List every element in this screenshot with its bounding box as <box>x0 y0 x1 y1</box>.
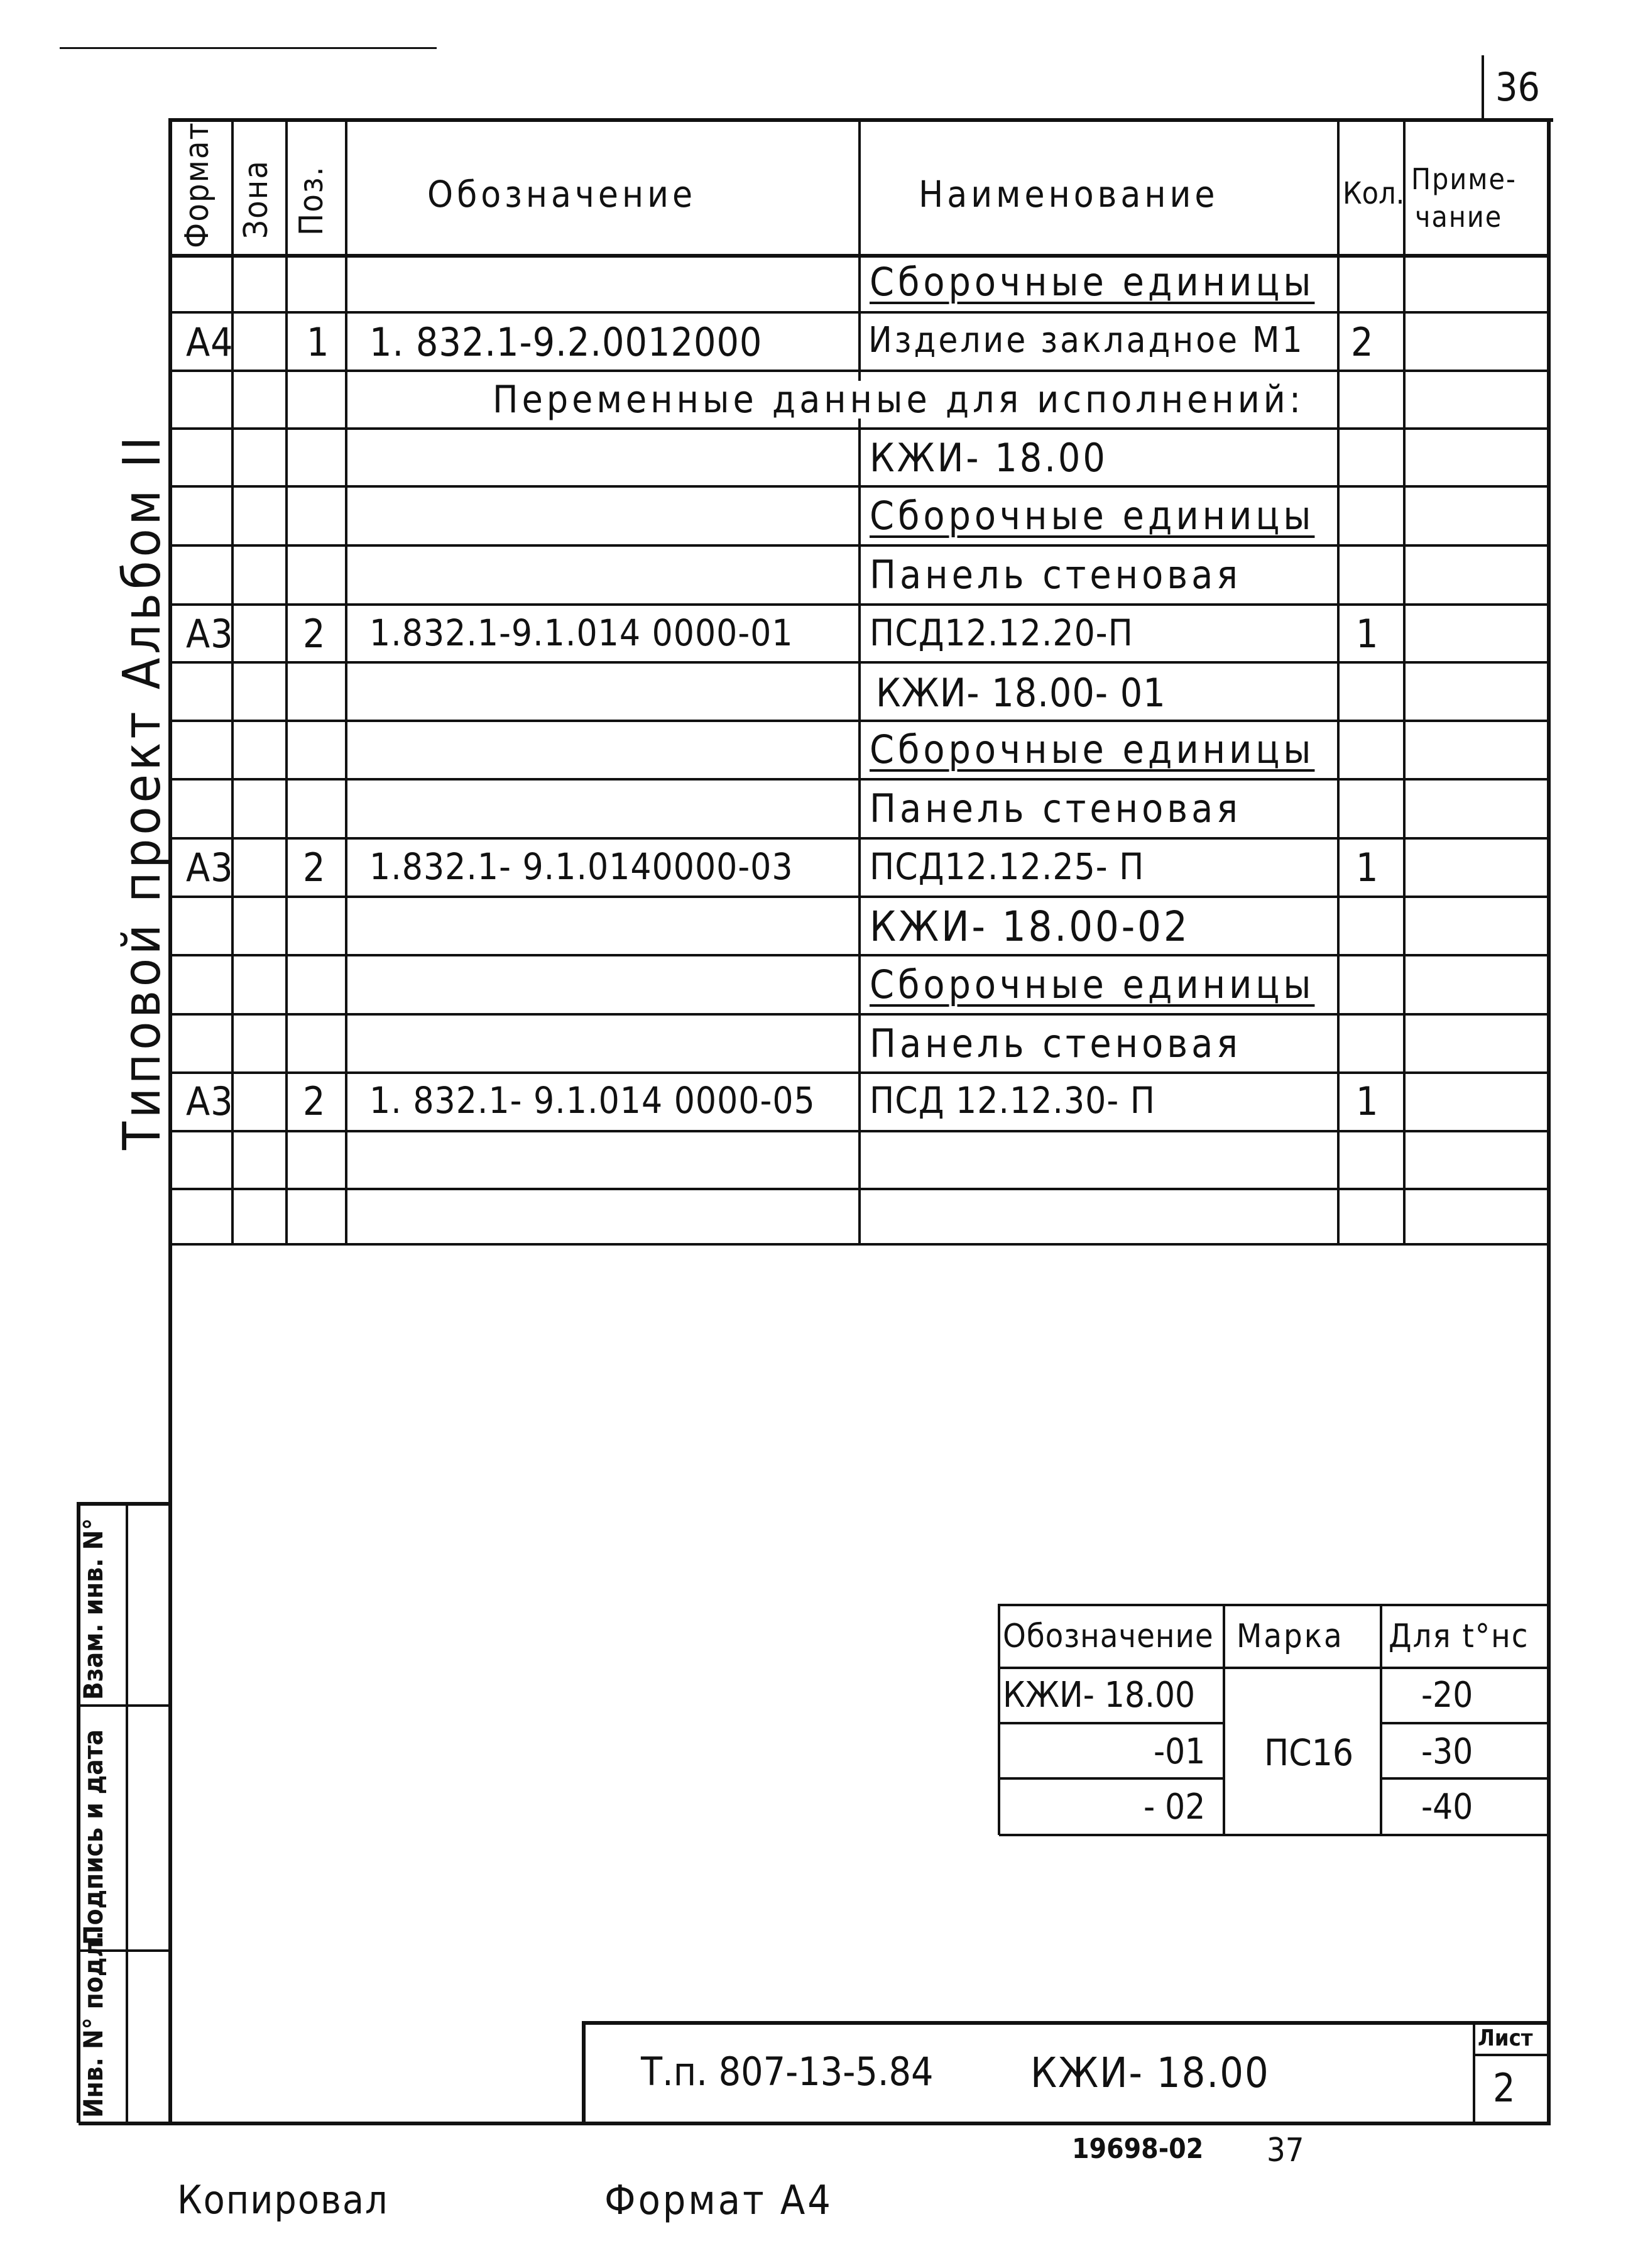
top-edge-line <box>60 47 437 49</box>
row2-name: Изделие закладное М1 <box>868 320 1305 361</box>
footer-format: Формат А4 <box>604 2178 833 2224</box>
header-pos: Поз. <box>293 165 330 236</box>
row-line <box>171 603 1547 606</box>
variant-table-header-bottom <box>999 1667 1548 1669</box>
variant-header-temperature: Для t°нс <box>1389 1618 1529 1655</box>
side-stamp-top <box>77 1502 171 1506</box>
row-line <box>171 837 1547 840</box>
sheet-number-divider <box>1482 55 1484 118</box>
variant-header-designation: Обозначение <box>1003 1618 1214 1655</box>
variant-designation-3: - 02 <box>1144 1787 1206 1827</box>
side-stamp-divider <box>126 1503 128 2123</box>
row11-name: ПСД12.12.25- П <box>870 845 1145 888</box>
row11-qty: 1 <box>1356 845 1379 890</box>
row5-name: Сборочные единицы <box>870 493 1315 539</box>
variant-row-line <box>999 1777 1224 1780</box>
col-pos-right <box>345 118 347 1244</box>
variant-temp-2: -30 <box>1421 1731 1473 1772</box>
row15-designation: 1. 832.1- 9.1.014 0000-05 <box>369 1079 816 1122</box>
header-format: Формат <box>178 121 216 248</box>
row-line <box>171 1013 1547 1016</box>
row15-qty: 1 <box>1356 1078 1379 1124</box>
frame-right <box>1547 118 1551 2123</box>
row7-qty: 1 <box>1356 611 1379 657</box>
row-line <box>171 720 1547 722</box>
variant-designation-1: КЖИ- 18.00 <box>1003 1675 1196 1716</box>
row-line <box>171 661 1547 664</box>
row2-pos: 1 <box>307 319 330 365</box>
title-block-sheet-divider <box>1473 2054 1548 2056</box>
header-note-line2: чание <box>1415 200 1503 234</box>
row-line <box>171 544 1547 547</box>
row-line <box>171 427 1547 430</box>
variant-row-line <box>1381 1722 1548 1724</box>
header-name: Наименование <box>919 173 1219 216</box>
title-sheet-label: Лист <box>1478 2025 1533 2051</box>
row-line <box>171 778 1547 781</box>
row-line <box>171 954 1547 956</box>
header-note-line1: Приме- <box>1411 162 1517 196</box>
side-stamp-replacement: Взам. инв. N° <box>78 1518 109 1700</box>
row13-name: Сборочные единицы <box>870 961 1315 1007</box>
footer-archive-number: 19698-02 <box>1072 2133 1204 2165</box>
row-line <box>171 485 1547 488</box>
row3-variable-data: Переменные данные для исполнений: <box>490 381 1307 419</box>
sheet-number: 36 <box>1495 64 1540 110</box>
row14-name: Панель стеновая <box>870 1021 1242 1066</box>
variant-col-line <box>1380 1604 1382 1835</box>
col-zone-right <box>285 118 288 1244</box>
row8-name: КЖИ- 18.00- 01 <box>876 670 1166 716</box>
row-line <box>171 370 1547 372</box>
side-stamp-inventory: Инв. N° подл. <box>78 1931 109 2118</box>
row-line <box>171 1071 1547 1074</box>
title-block-top <box>583 2021 1548 2025</box>
title-document-code: КЖИ- 18.00 <box>1030 2049 1270 2097</box>
col-format-right <box>231 118 234 1244</box>
title-block-left <box>582 2021 586 2123</box>
variant-table-top <box>999 1604 1548 1606</box>
row15-name: ПСД 12.12.30- П <box>870 1079 1155 1122</box>
side-stamp-signature-date: Подпись и дата <box>78 1729 109 1945</box>
variant-mark: ПС16 <box>1264 1731 1354 1774</box>
frame-top <box>171 118 1553 122</box>
variant-col-line <box>998 1604 1000 1835</box>
header-qty: Кол. <box>1343 176 1405 211</box>
row11-format: А3 <box>186 845 234 890</box>
row6-name: Панель стеновая <box>870 552 1242 598</box>
row-line <box>171 1188 1547 1190</box>
header-zone: Зона <box>238 160 275 239</box>
variant-temp-3: -40 <box>1421 1787 1473 1827</box>
variant-header-mark: Марка <box>1237 1618 1344 1655</box>
row9-name: Сборочные единицы <box>870 726 1315 772</box>
row-line <box>171 1130 1547 1132</box>
title-block-sheet-left <box>1473 2021 1475 2122</box>
header-designation: Обозначение <box>427 173 697 216</box>
col-name-right <box>1337 118 1340 1244</box>
row15-pos: 2 <box>303 1078 326 1124</box>
row11-designation: 1.832.1- 9.1.0140000-03 <box>369 845 794 888</box>
row10-name: Панель стеновая <box>870 786 1242 831</box>
variant-temp-1: -20 <box>1421 1675 1473 1716</box>
row2-format: А4 <box>186 319 234 365</box>
row15-format: А3 <box>186 1078 234 1124</box>
row12-name: КЖИ- 18.00-02 <box>870 902 1190 951</box>
side-stamp-line <box>77 1704 171 1707</box>
row-line <box>171 896 1547 898</box>
row1-name: Сборочные единицы <box>870 259 1315 305</box>
variant-designation-2: -01 <box>1154 1731 1206 1772</box>
row2-designation: 1. 832.1-9.2.0012000 <box>369 319 763 365</box>
col-qty-right <box>1403 118 1406 1244</box>
row11-pos: 2 <box>303 845 326 890</box>
row7-pos: 2 <box>303 611 326 657</box>
variant-row-line <box>1381 1777 1548 1780</box>
footer-copied-by: Копировал <box>177 2177 389 2223</box>
row7-name: ПСД12.12.20-П <box>870 611 1133 654</box>
col-designation-right <box>858 118 861 1244</box>
variant-col-line <box>1223 1604 1225 1835</box>
frame-bottom <box>79 2122 1551 2125</box>
row7-designation: 1.832.1-9.1.014 0000-01 <box>369 611 794 654</box>
title-project-number: Т.п. 807-13-5.84 <box>641 2049 934 2095</box>
row-line <box>171 311 1547 314</box>
margin-label: Типовой проект Альбом II <box>112 432 172 1150</box>
footer-page-number: 37 <box>1267 2132 1304 2169</box>
variant-table-bottom <box>999 1834 1548 1836</box>
title-sheet-value: 2 <box>1493 2065 1515 2111</box>
row4-name: КЖИ- 18.00 <box>870 435 1108 481</box>
row2-qty: 2 <box>1351 319 1374 365</box>
row-line <box>171 1243 1547 1246</box>
row7-format: А3 <box>186 611 234 657</box>
variant-row-line <box>999 1722 1224 1724</box>
